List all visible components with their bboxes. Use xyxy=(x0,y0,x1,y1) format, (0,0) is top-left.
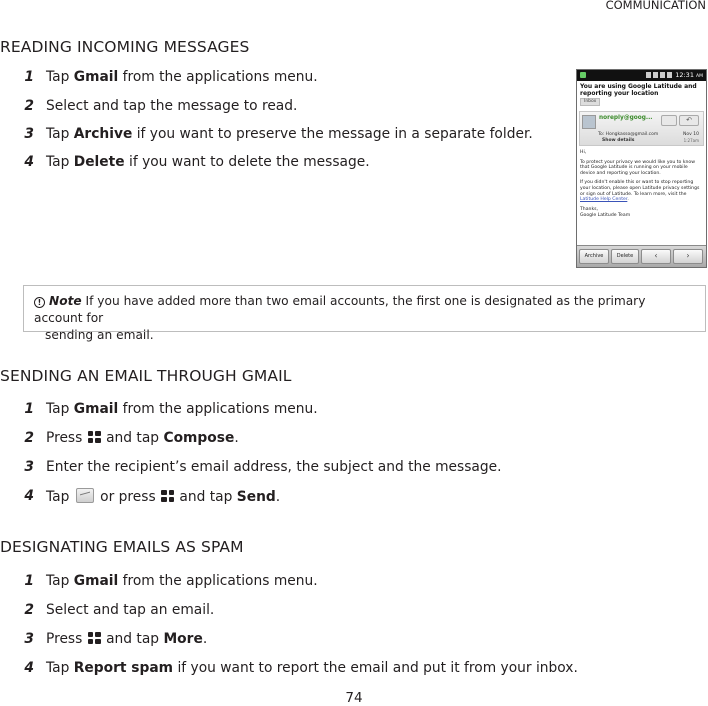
note-label: Note xyxy=(49,294,82,308)
star-button[interactable] xyxy=(661,115,677,126)
notification-icon xyxy=(580,72,586,78)
step-text: Tap Archive if you want to preserve the message in a separate folder. xyxy=(46,126,533,142)
status-bar xyxy=(577,70,706,81)
info-icon: ! xyxy=(34,297,45,308)
step-number: 2 xyxy=(24,430,34,446)
action-bar xyxy=(577,245,706,267)
send-icon xyxy=(76,488,94,503)
step-number: 4 xyxy=(24,660,34,676)
step-text: Tap Delete if you want to delete the message. xyxy=(46,154,370,170)
page-number: 74 xyxy=(345,690,363,706)
reply-button[interactable]: ↶ xyxy=(679,115,699,126)
next-button[interactable]: › xyxy=(673,249,703,264)
step-number: 4 xyxy=(24,154,34,170)
step-text: Tap Report spam if you want to report the email and put it from your inbox. xyxy=(46,660,578,676)
step-number: 2 xyxy=(24,98,34,114)
step-number: 3 xyxy=(24,631,34,647)
step-text: Select and tap the message to read. xyxy=(46,98,298,114)
section-title-sending: SENDING AN EMAIL THROUGH GMAIL xyxy=(0,367,292,385)
step-number: 1 xyxy=(24,573,34,589)
delete-button[interactable]: Delete xyxy=(611,249,639,264)
step-text: Tap Gmail from the applications menu. xyxy=(46,69,318,85)
phone-screenshot xyxy=(576,69,707,268)
folder-label: Inbox xyxy=(580,98,600,106)
sender-address: noreply@goog... xyxy=(599,115,653,121)
email-body: Hi, To protect your privacy we would like you to know that Google Latitude is running on your mobile device and reporting your location. If you didn't enable this or want to stop reporting your location, please open Latitude privacy settings or sign out of Latitude. To learn more, visit the Latitude Help Center. Thanks, Google Latitude Team xyxy=(580,150,700,219)
signal-icons xyxy=(646,72,672,78)
section-title-reading: READING INCOMING MESSAGES xyxy=(0,38,250,56)
help-center-link[interactable]: Latitude Help Center xyxy=(580,197,628,203)
note-text-cont: sending an email. xyxy=(45,328,154,342)
step-number: 3 xyxy=(24,126,34,142)
step-number: 3 xyxy=(24,459,34,475)
step-text: Press and tap Compose. xyxy=(46,430,239,446)
note-box xyxy=(23,285,706,342)
menu-key-icon xyxy=(88,431,101,443)
avatar xyxy=(582,115,596,129)
step-text: Tap Gmail from the applications menu. xyxy=(46,573,318,589)
step-number: 1 xyxy=(24,401,34,417)
menu-key-icon xyxy=(88,632,101,644)
step-number: 4 xyxy=(24,488,34,504)
step-text: Enter the recipient’s email address, the subject and the message. xyxy=(46,459,502,475)
email-time: 1:27am xyxy=(683,138,699,143)
sender-panel xyxy=(579,111,704,146)
step-number: 2 xyxy=(24,602,34,618)
recipient: To: Hongkasso@gmail.com xyxy=(598,132,659,137)
step-text: Select and tap an email. xyxy=(46,602,215,618)
section-title-spam: DESIGNATING EMAILS AS SPAM xyxy=(0,538,244,556)
step-text: Tap or press and tap Send. xyxy=(46,489,281,505)
menu-key-icon xyxy=(161,490,174,502)
archive-button[interactable]: Archive xyxy=(579,249,609,264)
step-number: 1 xyxy=(24,69,34,85)
section-header: COMMUNICATION xyxy=(605,0,706,12)
note-text: If you have added more than two email accounts, the first one is designated as the primary account for xyxy=(34,294,646,325)
email-subject: You are using Google Latitude and reporting your location Inbox xyxy=(577,81,706,108)
step-text: Press and tap More. xyxy=(46,631,208,647)
step-text: Tap Gmail from the applications menu. xyxy=(46,401,318,417)
status-time: 12:31 AM xyxy=(675,71,703,79)
email-date: Nov 10 xyxy=(683,132,699,137)
prev-button[interactable]: ‹ xyxy=(641,249,671,264)
show-details-link[interactable]: Show details xyxy=(602,138,635,143)
